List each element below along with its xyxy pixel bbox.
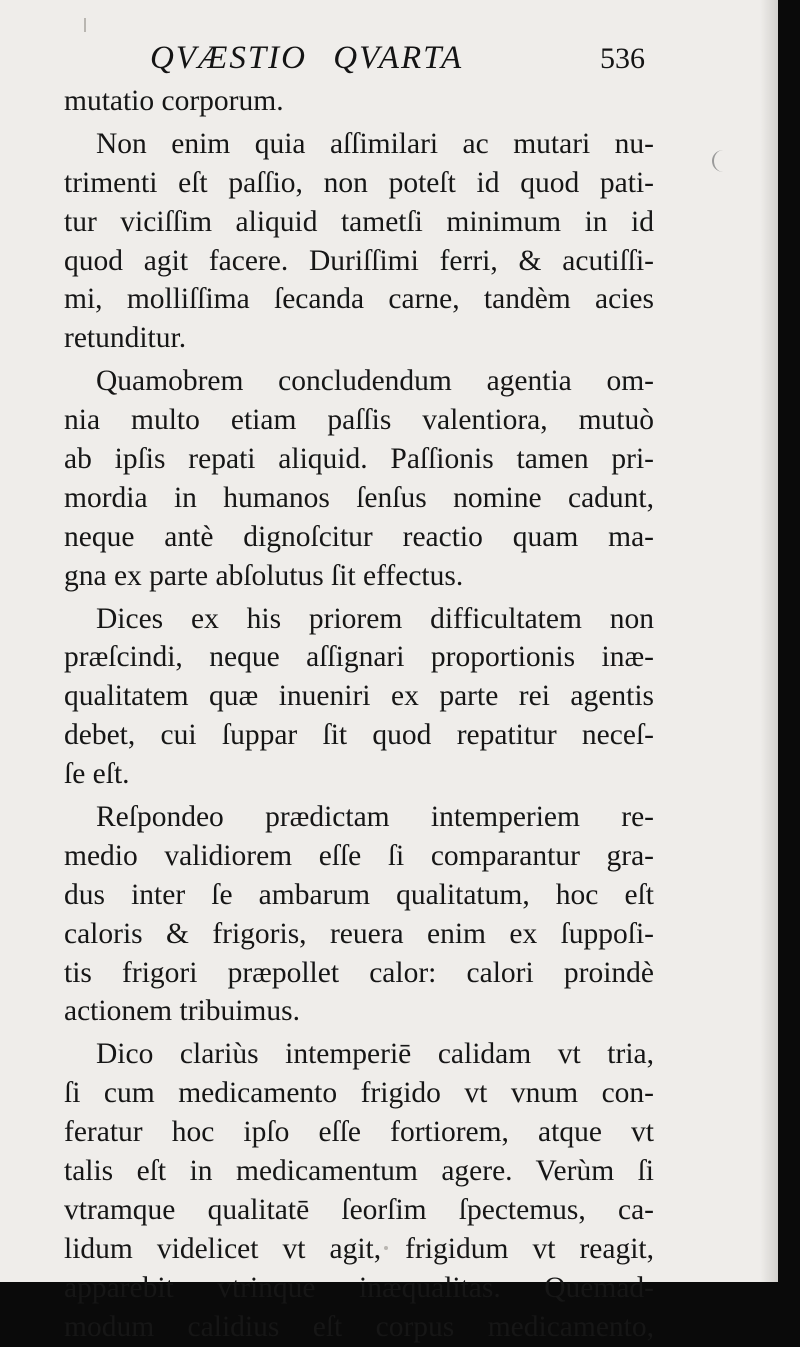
- text-line: apparebit vtrinque inæqualitas. Quemad-: [64, 1271, 654, 1304]
- text-line: præſcindi, neque aſſignari proportionis inæ-: [64, 641, 654, 674]
- text-line: Quamobrem concludendum agentia om-: [96, 365, 654, 398]
- text-line: neque antè dignoſcitur reactio quam ma-: [64, 520, 654, 553]
- paragraph: [64, 125, 654, 358]
- text-line: modum calidius eſt corpus medicamento,: [64, 1310, 654, 1343]
- paragraph: [64, 1035, 654, 1346]
- running-title: QVÆSTIO QVARTA: [150, 40, 464, 76]
- text-line: talis eſt in medicamentum agere. Verùm ſi: [64, 1155, 654, 1188]
- text-line: feratur hoc ipſo eſſe fortiorem, atque vt: [64, 1116, 654, 1149]
- text-line: dus inter ſe ambarum qualitatum, hoc eſt: [64, 878, 654, 911]
- text-line: debet, cui ſuppar ſit quod repatitur neceſ-: [64, 719, 654, 752]
- scan-speck: [84, 18, 86, 32]
- text-line: actionem tribuimus.: [64, 995, 300, 1028]
- body-text: [64, 82, 654, 1347]
- text-line: caloris & frigoris, reuera enim ex ſuppoſi-: [64, 917, 654, 950]
- page-header: [0, 40, 778, 86]
- text-line: mi, molliſſima ſecanda carne, tandèm acies: [64, 283, 654, 316]
- text-line: nia multo etiam paſſis valentiora, mutuò: [64, 404, 654, 437]
- paragraph: [64, 362, 654, 595]
- paragraph: [64, 600, 654, 794]
- paragraph: [64, 798, 654, 1031]
- text-line: Dico clariùs intemperiē calidam vt tria,: [96, 1038, 654, 1071]
- text-line: qualitatem quæ inueniri ex parte rei agentis: [64, 680, 654, 713]
- paragraph: [64, 82, 654, 121]
- margin-mark: [712, 150, 728, 172]
- text-line: ſi cum medicamento frigido vt vnum con-: [64, 1077, 654, 1110]
- text-line: tur viciſſim aliquid tametſi minimum in id: [64, 205, 654, 238]
- text-line: vtramque qualitatē ſeorſim ſpectemus, ca-: [64, 1193, 654, 1226]
- text-line: ſe eſt.: [64, 758, 130, 791]
- text-line: mordia in humanos ſenſus nomine cadunt,: [64, 481, 654, 514]
- text-line: retunditur.: [64, 322, 187, 355]
- text-line: quod agit facere. Duriſſimi ferri, & acutiſſi-: [64, 244, 654, 277]
- text-line: Non enim quia aſſimilari ac mutari nu-: [96, 127, 654, 160]
- text-line: Dices ex his priorem difficultatem non: [96, 602, 654, 635]
- text-line: Reſpondeo prædictam intemperiem re-: [96, 801, 654, 834]
- text-line: medio validiorem eſſe ſi comparantur gra-: [64, 839, 654, 872]
- text-line: ab ipſis repati aliquid. Paſſionis tamen pri-: [64, 443, 654, 476]
- page-number: 536: [600, 42, 645, 75]
- text-line: gna ex parte abſolutus ſit effectus.: [64, 559, 464, 592]
- text-line: tis frigori præpollet calor: calori proindè: [64, 956, 654, 989]
- text-line: lidum videlicet vt agit, frigidum vt reagit,: [64, 1232, 654, 1265]
- text-line: mutatio corporum.: [64, 85, 284, 117]
- text-line: trimenti eſt paſſio, non poteſt id quod pati-: [64, 166, 654, 199]
